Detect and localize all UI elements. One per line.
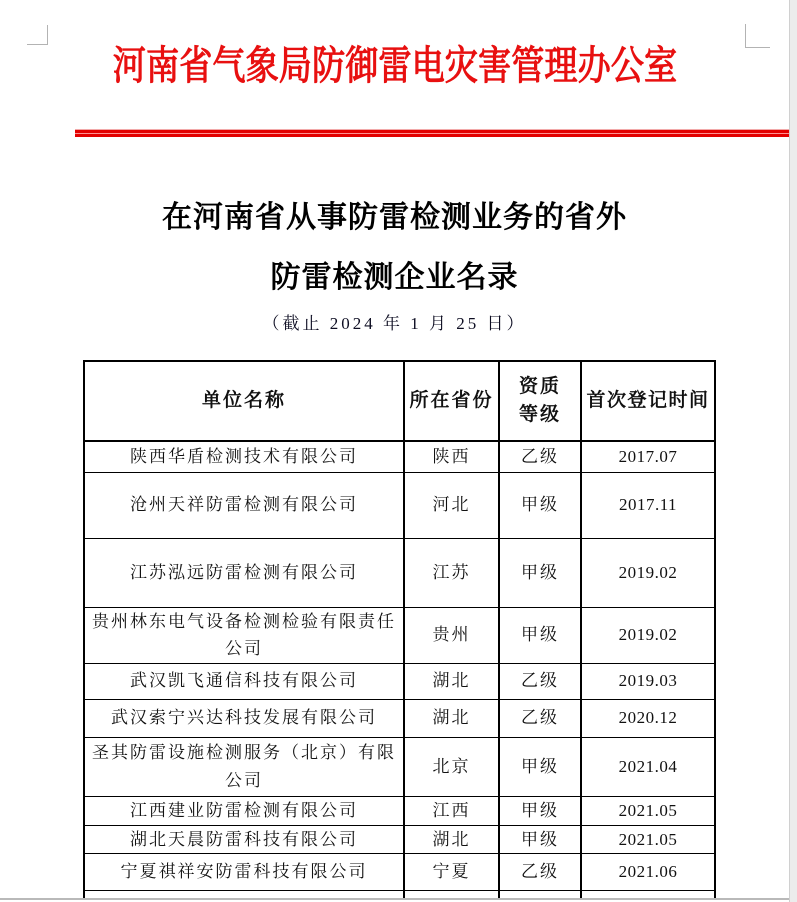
table-row xyxy=(84,699,715,737)
table-row xyxy=(84,796,715,825)
grade-cell: 乙级 xyxy=(499,663,581,699)
province-cell: 湖北 xyxy=(404,825,499,853)
grade-cell: 乙级 xyxy=(499,853,581,890)
grade-cell: 甲级 xyxy=(499,825,581,853)
first-registered-cell: 2019.02 xyxy=(581,607,715,663)
first-registered-cell: 2020.12 xyxy=(581,699,715,737)
table-row xyxy=(84,737,715,796)
province-cell: 陕西 xyxy=(404,441,499,472)
letterhead-red-rule xyxy=(75,129,789,137)
column-header-province: 所在省份 xyxy=(404,361,499,441)
first-registered-cell: 2021.04 xyxy=(581,737,715,796)
first-registered-cell: 2021.05 xyxy=(581,796,715,825)
first-registered-cell: 2019.03 xyxy=(581,663,715,699)
company-name-cell: 湖北天晨防雷科技有限公司 xyxy=(84,825,404,853)
company-name-cell: 沧州天祥防雷检测有限公司 xyxy=(84,472,404,538)
document-title-line1: 在河南省从事防雷检测业务的省外 xyxy=(162,201,627,234)
company-name-cell: 宁夏祺祥安防雷科技有限公司 xyxy=(84,853,404,890)
province-cell: 湖北 xyxy=(404,699,499,737)
column-header-company-name: 单位名称 xyxy=(84,361,404,441)
grade-cell: 甲级 xyxy=(499,796,581,825)
first-registered-cell: 2017.11 xyxy=(581,472,715,538)
table-row xyxy=(84,853,715,890)
first-registered-cell: 2017.07 xyxy=(581,441,715,472)
table-header-row xyxy=(84,361,715,441)
province-cell: 河北 xyxy=(404,472,499,538)
province-cell: 江西 xyxy=(404,796,499,825)
grade-cell: 甲级 xyxy=(499,538,581,607)
as-of-date-note: （截止 2024 年 1 月 25 日） xyxy=(262,314,527,333)
column-header-grade: 资质等级 xyxy=(499,361,581,441)
letterhead-office-name: 河南省气象局防御雷电灾害管理办公室 xyxy=(112,43,677,88)
column-header-first-registered: 首次登记时间 xyxy=(581,361,715,441)
page-edge-background xyxy=(789,0,797,902)
table-row xyxy=(84,825,715,853)
document-title-line2: 防雷检测企业名录 xyxy=(270,261,519,294)
first-registered-cell: 2021.05 xyxy=(581,825,715,853)
grade-cell: 甲级 xyxy=(499,607,581,663)
province-cell: 江苏 xyxy=(404,538,499,607)
company-name-cell: 武汉凯飞通信科技有限公司 xyxy=(84,663,404,699)
company-name-cell: 贵州林东电气设备检测检验有限责任公司 xyxy=(84,607,404,663)
grade-cell: 甲级 xyxy=(499,472,581,538)
table-row xyxy=(84,441,715,472)
company-name-cell: 圣其防雷设施检测服务（北京）有限公司 xyxy=(84,737,404,796)
province-cell: 北京 xyxy=(404,737,499,796)
province-cell: 宁夏 xyxy=(404,853,499,890)
company-name-cell: 江苏泓远防雷检测有限公司 xyxy=(84,538,404,607)
grade-cell: 乙级 xyxy=(499,699,581,737)
table-row xyxy=(84,663,715,699)
company-name-cell: 陕西华盾检测技术有限公司 xyxy=(84,441,404,472)
grade-cell: 甲级 xyxy=(499,737,581,796)
company-name-cell: 江西建业防雷检测有限公司 xyxy=(84,796,404,825)
company-roster-table xyxy=(83,360,716,900)
table-row xyxy=(84,472,715,538)
province-cell: 贵州 xyxy=(404,607,499,663)
province-cell: 湖北 xyxy=(404,663,499,699)
letterhead xyxy=(0,40,789,92)
grade-cell: 乙级 xyxy=(499,441,581,472)
table-row xyxy=(84,538,715,607)
first-registered-cell: 2021.06 xyxy=(581,853,715,890)
first-registered-cell: 2019.02 xyxy=(581,538,715,607)
company-name-cell: 武汉索宁兴达科技发展有限公司 xyxy=(84,699,404,737)
table-row xyxy=(84,607,715,663)
screenshot-bottom-cutoff-line xyxy=(0,898,789,900)
